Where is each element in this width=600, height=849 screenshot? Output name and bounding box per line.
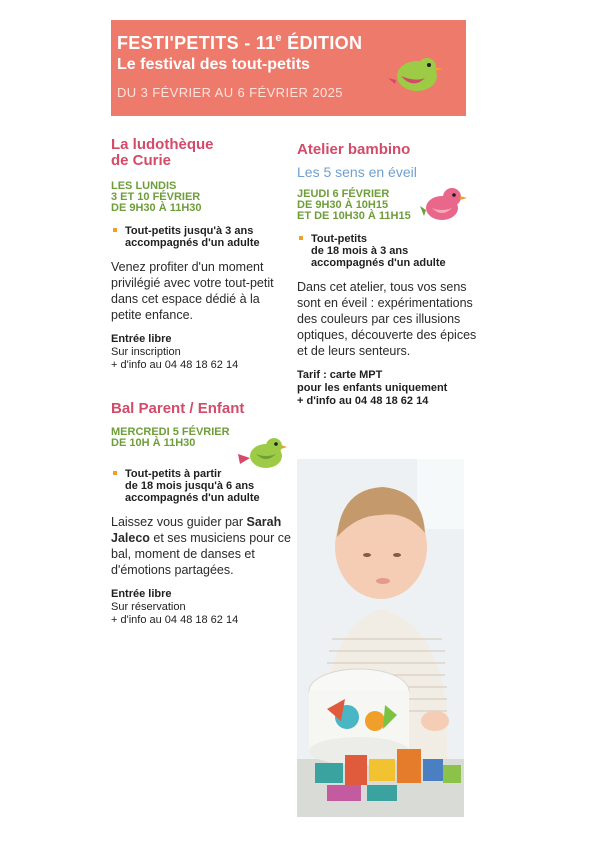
ludotheque-title: La ludothèque de Curie xyxy=(111,136,214,169)
bal-audience: Tout-petits à partir de 18 mois jusqu'à 6 ans accompagnés d'un adulte xyxy=(111,468,291,504)
bal-description: Laissez vous guider par Sarah Jaleco et ses musiciens pour ce bal, moment de danses et d'émotions partagées. xyxy=(111,515,291,577)
ludotheque-info: Entrée libre Sur inscription + d'info au 04 48 18 62 14 xyxy=(111,333,239,371)
bal-date: MERCREDI 5 FÉVRIER DE 10H À 11H30 xyxy=(111,426,230,449)
atelier-audience: Tout-petits de 18 mois à 3 ans accompagnés d'un adulte xyxy=(297,233,477,269)
green-bird-icon xyxy=(387,54,445,96)
banner-dates: DU 3 FÉVRIER AU 6 FÉVRIER 2025 xyxy=(117,85,343,100)
banner-title: FESTI'PETITS - 11e ÉDITION xyxy=(117,32,363,53)
festival-banner xyxy=(111,20,466,116)
child-playing-photo xyxy=(297,459,464,817)
banner-subtitle: Le festival des tout-petits xyxy=(117,56,310,73)
atelier-date: JEUDI 6 FÉVRIER DE 9H30 À 10H15 ET DE 10H30 À 11H15 xyxy=(297,188,411,222)
atelier-description: Dans cet atelier, tous vos sens sont en éveil : expérimentations des couleurs par ces illusions optiques, découverte des épices et de leurs senteurs. xyxy=(297,280,477,358)
pink-bird-icon xyxy=(420,184,468,224)
green-bird-icon xyxy=(236,434,288,472)
atelier-section xyxy=(297,142,477,408)
ludotheque-description: Venez profiter d'un moment privilégié avec votre tout-petit dans cet espace dédié à la petite enfance. xyxy=(111,260,274,322)
bal-info: Entrée libre Sur réservation + d'info au 04 48 18 62 14 xyxy=(111,588,239,626)
bal-title: Bal Parent / Enfant xyxy=(111,400,245,417)
ludotheque-section xyxy=(111,137,291,372)
atelier-subtitle: Les 5 sens en éveil xyxy=(297,164,417,180)
atelier-info: Tarif : carte MPT pour les enfants uniquement + d'info au 04 48 18 62 14 xyxy=(297,369,448,407)
child-illustration xyxy=(297,459,464,817)
ludotheque-date: LES LUNDIS 3 ET 10 FÉVRIER DE 9H30 À 11H30 xyxy=(111,180,202,214)
ludotheque-audience: Tout-petits jusqu'à 3 ans accompagnés d'un adulte xyxy=(111,225,291,249)
atelier-title: Atelier bambino xyxy=(297,141,411,158)
